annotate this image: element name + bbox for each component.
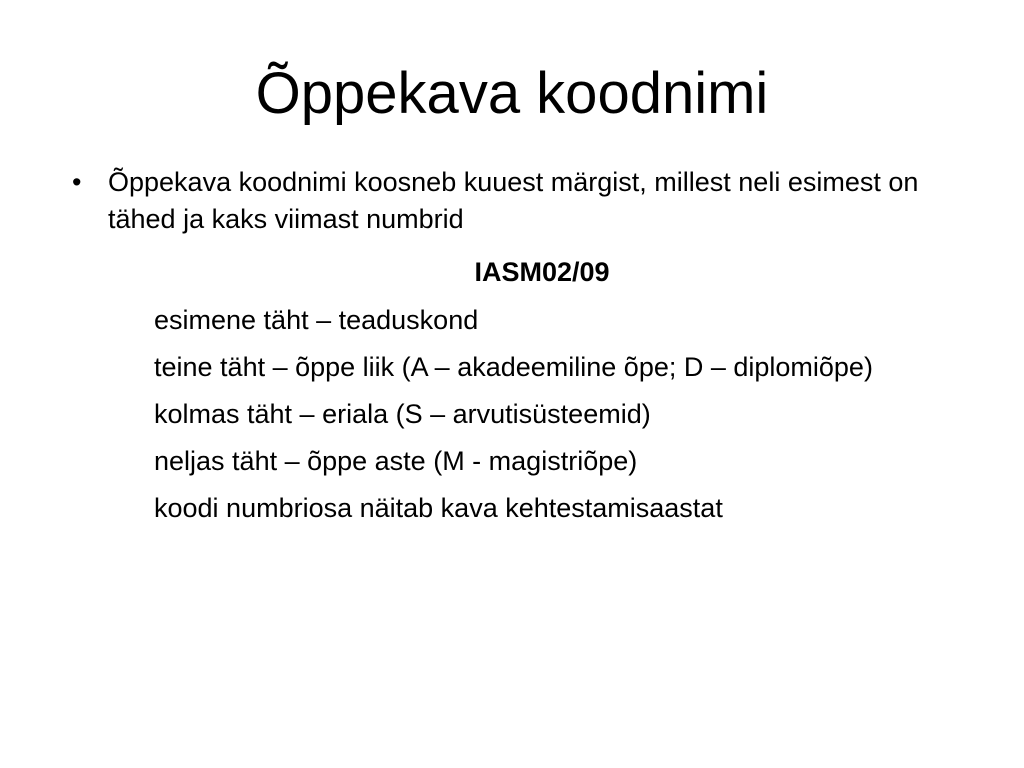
list-item-first-letter: esimene täht – teaduskond: [154, 305, 479, 335]
list-item-second-letter: teine täht – õppe liik (A – akadeemiline õpe; D – diplomiõpe): [154, 352, 873, 382]
code-example: IASM02/09: [474, 257, 610, 287]
code-explanation-list: [154, 302, 954, 537]
bullet-text: Õppekava koodnimi koosneb kuuest märgist, millest neli esimest on tähed ja kaks viimast numbrid: [108, 167, 919, 234]
list-item-number-part: koodi numbriosa näitab kava kehtestamisaastat: [154, 493, 723, 523]
slide-title: Õppekava koodnimi: [255, 61, 769, 126]
list-item-third-letter: kolmas täht – eriala (S – arvutisüsteemid): [154, 399, 651, 429]
list-item-fourth-letter: neljas täht – õppe aste (M - magistriõpe): [154, 446, 638, 476]
bullet-marker: •: [72, 167, 82, 197]
